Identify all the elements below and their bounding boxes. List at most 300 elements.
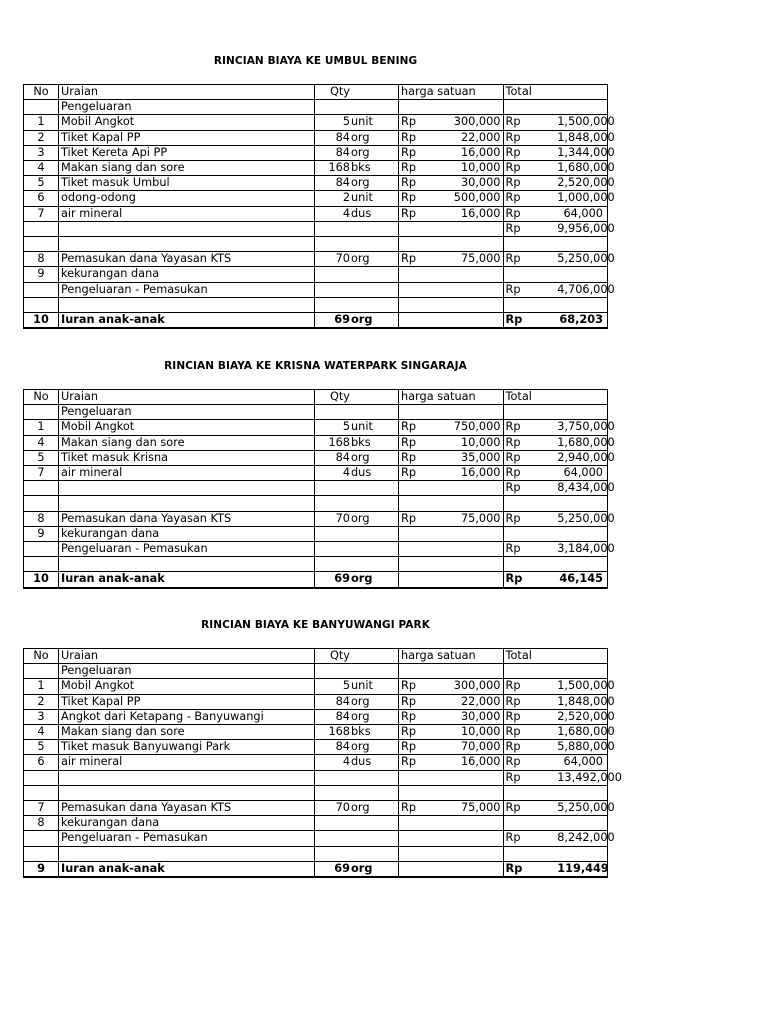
row-currency: Rp (503, 191, 555, 206)
row-currency (503, 785, 555, 800)
row-unit: dus (350, 206, 399, 221)
row-unit: org (350, 801, 399, 816)
row-unit: org (350, 861, 399, 877)
row-no (24, 496, 59, 511)
row-total: 1,500,000 (557, 115, 615, 129)
row-currency: Rp (399, 161, 451, 176)
row-uraian (59, 481, 315, 496)
row-qty (315, 542, 351, 557)
row-currency (399, 526, 451, 541)
row-unit: bks (350, 161, 399, 176)
row-harga: 10,000 (451, 725, 503, 740)
row-currency (399, 557, 451, 572)
row-currency: Rp (503, 679, 555, 694)
row-uraian: Pengeluaran (59, 100, 315, 115)
header-uraian: Uraian (59, 390, 315, 405)
row-unit (350, 785, 399, 800)
row-harga: 30,000 (451, 176, 503, 191)
table-row (24, 709, 608, 724)
row-currency: Rp (503, 130, 555, 145)
row-no: 9 (24, 267, 59, 282)
row-total: 5,250,000 (557, 801, 615, 815)
row-currency (399, 831, 451, 846)
row-total (555, 267, 607, 282)
row-currency (503, 405, 555, 420)
row-total: 4,706,000 (557, 282, 615, 296)
row-uraian (59, 237, 315, 252)
row-total: 1,500,000 (557, 679, 615, 693)
row-qty: 69 (315, 861, 351, 877)
row-uraian (59, 785, 315, 800)
row-currency: Rp (503, 161, 555, 176)
header-uraian: Uraian (59, 649, 315, 664)
row-uraian: Pemasukan dana Yayasan KTS (59, 252, 315, 267)
row-total: 2,520,000 (557, 709, 615, 723)
table-header-row (24, 649, 608, 664)
row-unit: org (350, 450, 399, 465)
row-uraian (59, 297, 315, 312)
row-unit (350, 770, 399, 785)
row-uraian: Makan siang dan sore (59, 161, 315, 176)
row-currency: Rp (503, 740, 555, 755)
row-uraian: Pemasukan dana Yayasan KTS (59, 801, 315, 816)
row-currency: Rp (503, 176, 555, 191)
row-uraian: Pengeluaran (59, 664, 315, 679)
row-qty (315, 282, 351, 297)
row-total (555, 785, 607, 800)
row-unit: dus (350, 466, 399, 481)
row-currency (503, 237, 555, 252)
row-no: 5 (24, 176, 59, 191)
row-total: 1,680,000 (557, 725, 615, 739)
table-row (24, 161, 608, 176)
row-currency (503, 267, 555, 282)
table-row (24, 267, 608, 282)
row-total: 68,203 (555, 313, 607, 329)
row-unit: unit (350, 420, 399, 435)
table-row (24, 572, 608, 588)
row-uraian: Tiket Kereta Api PP (59, 145, 315, 160)
row-harga (451, 313, 503, 329)
row-unit: unit (350, 115, 399, 130)
table-row (24, 679, 608, 694)
table-row (24, 206, 608, 221)
row-currency: Rp (399, 145, 451, 160)
row-total (555, 664, 607, 679)
row-qty: 2 (315, 191, 351, 206)
row-harga: 70,000 (451, 740, 503, 755)
row-total: 2,940,000 (557, 450, 615, 464)
row-uraian: Pengeluaran - Pemasukan (59, 831, 315, 846)
row-qty: 5 (315, 115, 351, 130)
header-qty: Qty (315, 649, 351, 664)
row-uraian: Tiket Kapal PP (59, 130, 315, 145)
row-no: 5 (24, 450, 59, 465)
section-title: RINCIAN BIAYA KE BANYUWANGI PARK (201, 619, 430, 631)
row-qty (315, 526, 351, 541)
row-total (555, 846, 607, 861)
row-total: 46,145 (555, 572, 607, 588)
row-currency: Rp (503, 282, 555, 297)
row-no: 5 (24, 740, 59, 755)
table-row (24, 405, 608, 420)
table-row (24, 313, 608, 329)
row-unit (350, 816, 399, 831)
row-unit (350, 846, 399, 861)
row-uraian (59, 557, 315, 572)
row-unit: org (350, 130, 399, 145)
row-harga (451, 297, 503, 312)
cost-table (23, 84, 615, 329)
row-no: 1 (24, 420, 59, 435)
row-currency: Rp (399, 740, 451, 755)
row-currency: Rp (399, 206, 451, 221)
row-harga (451, 496, 503, 511)
row-uraian: Iuran anak-anak (59, 313, 315, 329)
header-qty: Qty (315, 85, 351, 100)
row-uraian: Pengeluaran - Pemasukan (59, 282, 315, 297)
row-uraian: Tiket Kapal PP (59, 694, 315, 709)
row-currency: Rp (399, 435, 451, 450)
row-currency (503, 846, 555, 861)
row-no: 4 (24, 725, 59, 740)
row-total: 3,750,000 (557, 420, 615, 434)
table-row (24, 115, 608, 130)
row-currency (503, 526, 555, 541)
row-uraian: air mineral (59, 466, 315, 481)
row-harga: 16,000 (451, 145, 503, 160)
row-unit: org (350, 145, 399, 160)
header-total: Total (503, 85, 608, 100)
row-uraian: kekurangan dana (59, 267, 315, 282)
row-no (24, 481, 59, 496)
row-no (24, 297, 59, 312)
row-qty (315, 267, 351, 282)
row-qty: 168 (315, 435, 351, 450)
cost-table (23, 389, 615, 589)
row-currency: Rp (503, 252, 555, 267)
row-qty (315, 816, 351, 831)
row-harga: 35,000 (451, 450, 503, 465)
row-currency (503, 297, 555, 312)
table-row (24, 435, 608, 450)
row-unit: org (350, 511, 399, 526)
row-no (24, 100, 59, 115)
row-no (24, 770, 59, 785)
row-currency (399, 816, 451, 831)
row-no: 9 (24, 526, 59, 541)
row-no: 1 (24, 115, 59, 130)
row-currency (503, 100, 555, 115)
row-harga: 500,000 (451, 191, 503, 206)
table-header-row (24, 390, 608, 405)
row-no (24, 221, 59, 236)
row-currency (399, 664, 451, 679)
row-uraian: Pengeluaran - Pemasukan (59, 542, 315, 557)
row-qty: 70 (315, 252, 351, 267)
row-harga: 750,000 (451, 420, 503, 435)
row-qty: 70 (315, 801, 351, 816)
row-qty: 84 (315, 740, 351, 755)
row-qty: 4 (315, 466, 351, 481)
row-qty: 168 (315, 725, 351, 740)
row-qty (315, 405, 351, 420)
row-uraian: Iuran anak-anak (59, 861, 315, 877)
row-unit: bks (350, 435, 399, 450)
row-no (24, 542, 59, 557)
row-total: 1,848,000 (557, 130, 615, 144)
row-qty: 5 (315, 679, 351, 694)
row-no: 2 (24, 694, 59, 709)
row-uraian: air mineral (59, 755, 315, 770)
row-no: 8 (24, 511, 59, 526)
table-row (24, 526, 608, 541)
row-currency: Rp (503, 115, 555, 130)
row-harga (451, 405, 503, 420)
row-no (24, 664, 59, 679)
row-currency: Rp (399, 725, 451, 740)
row-qty (315, 221, 351, 236)
row-currency: Rp (399, 191, 451, 206)
row-total (555, 496, 607, 511)
row-uraian: kekurangan dana (59, 816, 315, 831)
row-currency (399, 770, 451, 785)
row-uraian: Tiket masuk Umbul (59, 176, 315, 191)
row-qty: 4 (315, 755, 351, 770)
row-uraian: Iuran anak-anak (59, 572, 315, 588)
row-currency: Rp (399, 466, 451, 481)
row-harga: 300,000 (451, 679, 503, 694)
section-title: RINCIAN BIAYA KE KRISNA WATERPARK SINGARAJA (164, 360, 467, 372)
row-uraian: odong-odong (59, 191, 315, 206)
row-currency: Rp (503, 420, 555, 435)
row-currency (503, 557, 555, 572)
row-no: 4 (24, 435, 59, 450)
row-qty (315, 237, 351, 252)
table-row (24, 450, 608, 465)
row-harga (451, 861, 503, 877)
spacer-row (24, 496, 608, 511)
row-currency: Rp (503, 709, 555, 724)
row-currency (399, 861, 451, 877)
table-row (24, 221, 608, 236)
row-currency: Rp (503, 542, 555, 557)
row-harga (451, 526, 503, 541)
header-harga-satuan: harga satuan (399, 649, 504, 664)
row-no (24, 846, 59, 861)
row-no (24, 405, 59, 420)
row-currency: Rp (399, 709, 451, 724)
row-unit: unit (350, 191, 399, 206)
row-currency (399, 267, 451, 282)
row-uraian: Makan siang dan sore (59, 725, 315, 740)
row-total: 8,434,000 (557, 481, 615, 495)
table-row (24, 542, 608, 557)
row-currency: Rp (503, 770, 555, 785)
header-unit-blank (350, 85, 399, 100)
row-unit: org (350, 252, 399, 267)
row-unit (350, 481, 399, 496)
row-qty: 69 (315, 572, 351, 588)
row-currency (399, 496, 451, 511)
header-qty: Qty (315, 390, 351, 405)
row-no (24, 785, 59, 800)
row-no (24, 557, 59, 572)
row-total: 3,184,000 (557, 542, 615, 556)
row-unit: org (350, 709, 399, 724)
row-harga: 75,000 (451, 252, 503, 267)
row-unit (350, 267, 399, 282)
row-currency (399, 846, 451, 861)
row-currency (399, 542, 451, 557)
row-harga (451, 770, 503, 785)
row-uraian: Pengeluaran (59, 405, 315, 420)
row-no (24, 282, 59, 297)
row-currency: Rp (399, 130, 451, 145)
row-no (24, 831, 59, 846)
row-no: 3 (24, 709, 59, 724)
table-row (24, 740, 608, 755)
table-row (24, 831, 608, 846)
row-harga (451, 664, 503, 679)
row-no: 9 (24, 861, 59, 877)
row-currency (503, 496, 555, 511)
row-harga: 10,000 (451, 161, 503, 176)
row-currency: Rp (399, 115, 451, 130)
row-total: 5,250,000 (557, 252, 615, 266)
row-no: 7 (24, 466, 59, 481)
row-qty: 84 (315, 709, 351, 724)
table-row (24, 176, 608, 191)
row-total: 64,000 (555, 466, 607, 481)
row-no: 10 (24, 572, 59, 588)
row-total: 5,250,000 (557, 511, 615, 525)
row-harga (451, 572, 503, 588)
row-unit (350, 282, 399, 297)
row-unit (350, 664, 399, 679)
table-row (24, 770, 608, 785)
row-currency: Rp (399, 694, 451, 709)
row-no: 6 (24, 191, 59, 206)
row-uraian (59, 496, 315, 511)
row-total (555, 557, 607, 572)
row-qty (315, 557, 351, 572)
row-currency: Rp (399, 252, 451, 267)
cost-table (23, 648, 622, 878)
row-unit: org (350, 740, 399, 755)
row-uraian: Tiket masuk Banyuwangi Park (59, 740, 315, 755)
row-no: 1 (24, 679, 59, 694)
spacer-row (24, 846, 608, 861)
row-currency: Rp (399, 679, 451, 694)
row-currency: Rp (503, 694, 555, 709)
table-row (24, 130, 608, 145)
row-unit (350, 542, 399, 557)
row-harga (451, 100, 503, 115)
table-row (24, 725, 608, 740)
row-qty: 84 (315, 450, 351, 465)
row-no: 10 (24, 313, 59, 329)
header-harga-satuan: harga satuan (399, 390, 504, 405)
row-unit (350, 557, 399, 572)
row-currency: Rp (503, 481, 555, 496)
row-currency: Rp (399, 420, 451, 435)
header-total: Total (503, 649, 608, 664)
row-unit: dus (350, 755, 399, 770)
row-currency: Rp (399, 176, 451, 191)
row-unit (350, 297, 399, 312)
row-uraian: air mineral (59, 206, 315, 221)
row-no: 2 (24, 130, 59, 145)
table-row (24, 252, 608, 267)
row-currency (399, 221, 451, 236)
row-no: 8 (24, 816, 59, 831)
row-harga (451, 542, 503, 557)
section-title: RINCIAN BIAYA KE UMBUL BENING (213, 55, 418, 67)
table-row (24, 420, 608, 435)
row-currency (399, 237, 451, 252)
row-harga (451, 221, 503, 236)
row-harga (451, 282, 503, 297)
row-currency: Rp (503, 450, 555, 465)
row-harga: 22,000 (451, 694, 503, 709)
table-row (24, 100, 608, 115)
spacer-row (24, 297, 608, 312)
row-harga (451, 557, 503, 572)
row-currency (399, 282, 451, 297)
row-currency: Rp (503, 572, 555, 588)
row-no: 4 (24, 161, 59, 176)
row-qty: 84 (315, 694, 351, 709)
row-harga (451, 785, 503, 800)
row-qty (315, 770, 351, 785)
table-row (24, 801, 608, 816)
row-qty (315, 785, 351, 800)
row-no: 3 (24, 145, 59, 160)
row-currency: Rp (503, 511, 555, 526)
row-currency: Rp (503, 206, 555, 221)
table-row (24, 664, 608, 679)
table-row (24, 816, 608, 831)
header-no: No (24, 649, 59, 664)
row-uraian: Pemasukan dana Yayasan KTS (59, 511, 315, 526)
header-no: No (24, 85, 59, 100)
header-unit-blank (350, 390, 399, 405)
table-row (24, 466, 608, 481)
row-no: 7 (24, 206, 59, 221)
row-qty (315, 846, 351, 861)
row-harga: 16,000 (451, 755, 503, 770)
row-currency (399, 785, 451, 800)
spacer-row (24, 785, 608, 800)
row-total (555, 100, 607, 115)
row-total: 64,000 (555, 206, 607, 221)
row-unit (350, 831, 399, 846)
row-total: 1,000,000 (557, 191, 615, 205)
row-harga: 75,000 (451, 801, 503, 816)
row-qty: 84 (315, 145, 351, 160)
row-uraian: Makan siang dan sore (59, 435, 315, 450)
table-row (24, 511, 608, 526)
row-no: 8 (24, 252, 59, 267)
row-uraian: Angkot dari Ketapang - Banyuwangi (59, 709, 315, 724)
row-uraian: kekurangan dana (59, 526, 315, 541)
row-harga: 22,000 (451, 130, 503, 145)
table-row (24, 861, 608, 877)
row-uraian: Mobil Angkot (59, 115, 315, 130)
row-harga (451, 237, 503, 252)
spacer-row (24, 557, 608, 572)
